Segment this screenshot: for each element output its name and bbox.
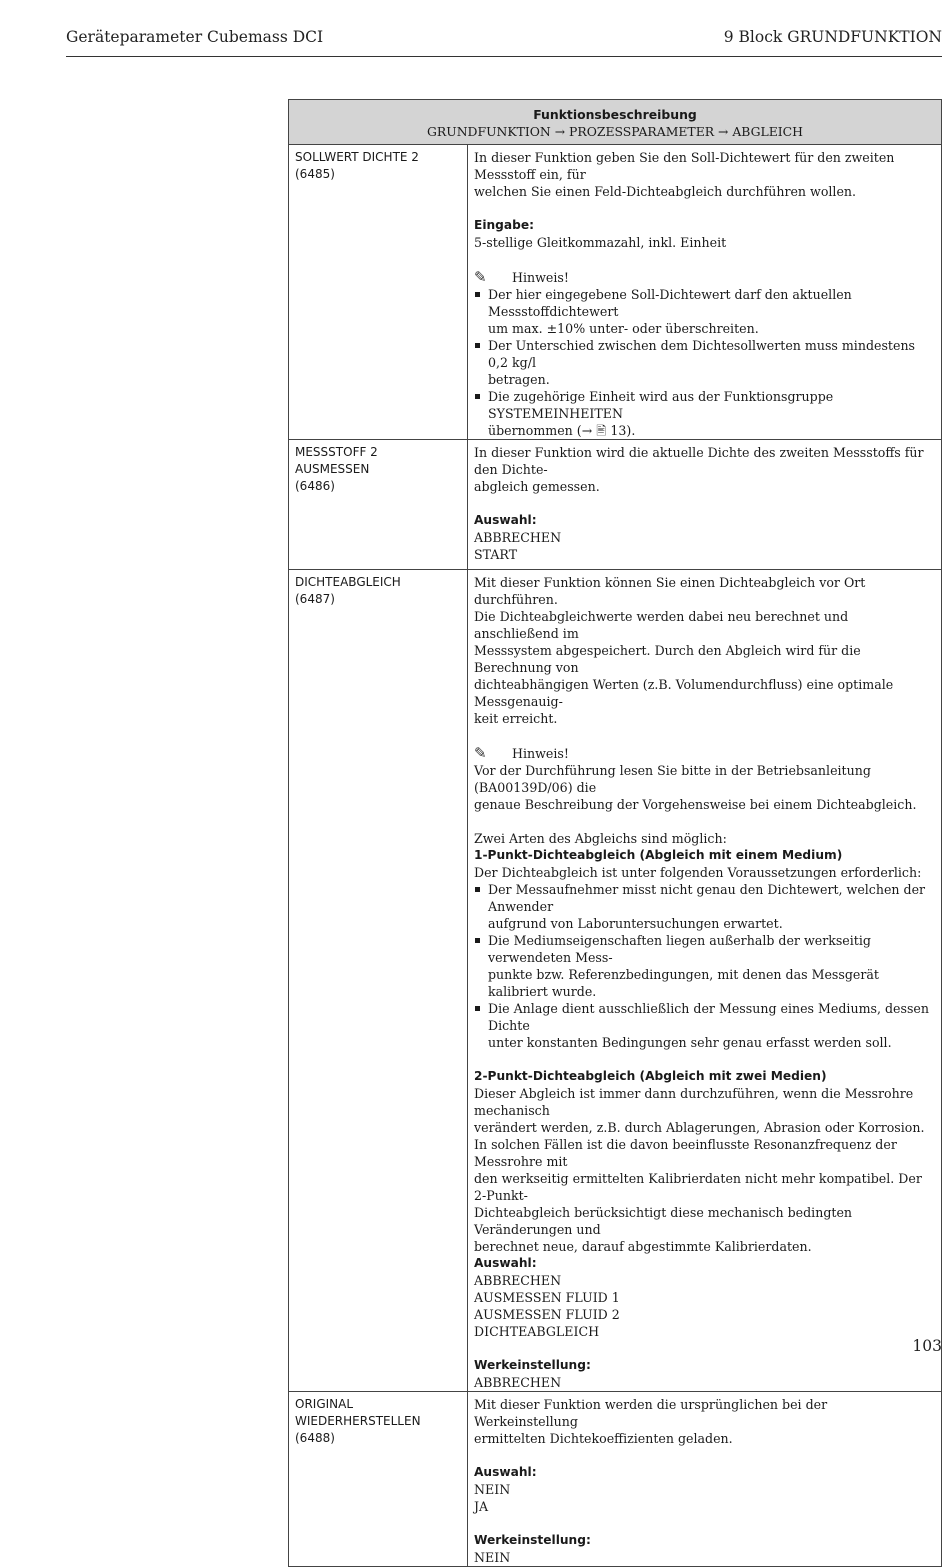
selection-label: Auswahl: [474,1465,537,1479]
function-description-cell [468,440,942,570]
header-chapter-title: 9 Block GRUNDFUNKTION [723,28,942,46]
selection-option: ABBRECHEN [474,530,562,545]
table-header-title: Funktionsbeschreibung [533,107,697,122]
description-line: Mit dieser Funktion werden die ursprünglichen bei der Werkeinstellung [474,1397,828,1429]
note-heading [474,744,935,762]
page-header [66,28,942,57]
pencil-icon: ✎ [474,267,487,286]
selection-option: NEIN [474,1482,511,1497]
list-item: Der Unterschied zwischen dem Dichtesollwerten muss mindestens 0,2 kg/l betragen. [474,337,935,388]
function-code: (6485) [295,167,335,181]
selection-option: ABBRECHEN [474,1273,562,1288]
table-header [289,100,942,145]
function-description-cell [468,145,942,440]
list-item: Die Anlage dient ausschließlich der Messung eines Mediums, dessen Dichte unter konstanten Bedingungen sehr genau erfasst werden soll. [474,1000,935,1051]
description-line: In dieser Funktion geben Sie den Soll-Dichtewert für den zweiten Messstoff ein, für [474,150,895,182]
table-header-row [289,100,942,145]
one-point-title: 1-Punkt-Dichteabgleich (Abgleich mit einem Medium) [474,848,843,862]
selection-label: Auswahl: [474,1256,537,1270]
list-item: Die zugehörige Einheit wird aus der Funktionsgruppe SYSTEMEINHEITEN übernommen (→ 🖹 13). [474,388,935,439]
note-heading [474,268,935,286]
list-item: Der Messaufnehmer misst nicht genau den Dichtewert, welchen der Anwender aufgrund von Laboruntersuchungen erwartet. [474,881,935,932]
two-point-text: Dichteabgleich berücksichtigt diese mechanisch bedingten Veränderungen und [474,1205,853,1237]
two-point-text: Dieser Abgleich ist immer dann durchzuführen, wenn die Messrohre mechanisch [474,1086,914,1118]
description-line: keit erreicht. [474,711,558,726]
table-row [289,440,942,570]
function-code: (6486) [295,479,335,493]
two-point-text: berechnet neue, darauf abgestimmte Kalibrierdaten. [474,1239,812,1254]
two-point-text: den werkseitig ermittelten Kalibrierdaten nicht mehr kompatibel. Der 2-Punkt- [474,1171,922,1203]
types-intro: Zwei Arten des Abgleichs sind möglich: [474,831,727,846]
default-value: ABBRECHEN [474,1375,562,1390]
header-document-title: Geräteparameter Cubemass DCI [66,28,324,46]
two-point-text: verändert werden, z.B. durch Ablagerungen, Abrasion oder Korrosion. [474,1120,925,1135]
function-name-cell [289,570,468,1392]
list-item: Der hier eingegebene Soll-Dichtewert darf den aktuellen Messstoffdichtewert um max. ±10% unter- oder überschreiten. [474,286,935,337]
description-line: In dieser Funktion wird die aktuelle Dichte des zweiten Messstoffs für den Dichte- [474,445,924,477]
function-code: (6488) [295,1431,335,1445]
note-label: Hinweis! [512,745,569,761]
description-line: Die Dichteabgleichwerte werden dabei neu berechnet und anschließend im [474,609,849,641]
selection-option: AUSMESSEN FLUID 1 [474,1290,620,1305]
function-description-cell [468,1392,942,1567]
two-point-title: 2-Punkt-Dichteabgleich (Abgleich mit zwei Medien) [474,1069,827,1083]
input-value: 5-stellige Gleitkommazahl, inkl. Einheit [474,235,727,250]
note-bullet-list [474,286,935,439]
note-text: genaue Beschreibung der Vorgehensweise bei einem Dichteabgleich. [474,797,917,812]
description-line: dichteabhängigen Werten (z.B. Volumendurchfluss) eine optimale Messgenauig- [474,677,894,709]
function-name: MESSSTOFF 2 [295,445,378,459]
function-name: WIEDERHERSTELLEN [295,1414,421,1428]
list-item: Die Mediumseigenschaften liegen außerhalb der werkseitig verwendeten Mess- punkte bzw. Referenzbedingungen, mit denen das Messgerät kalibriert wurde. [474,932,935,1000]
table-row [289,570,942,1392]
description-line: welchen Sie einen Feld-Dichteabgleich durchführen wollen. [474,184,857,199]
function-code: (6487) [295,592,335,606]
input-label: Eingabe: [474,218,534,232]
function-description-cell [468,570,942,1392]
default-label: Werkeinstellung: [474,1533,591,1547]
default-value: NEIN [474,1550,511,1565]
function-name: AUSMESSEN [295,462,370,476]
pencil-icon: ✎ [474,743,487,762]
function-name: DICHTEABGLEICH [295,575,401,589]
description-line: Mit dieser Funktion können Sie einen Dichteabgleich vor Ort durchführen. [474,575,866,607]
page-number: 103 [912,1337,942,1355]
one-point-intro: Der Dichteabgleich ist unter folgenden Voraussetzungen erforderlich: [474,865,922,880]
table-row [289,145,942,440]
selection-option: JA [474,1499,489,1514]
table-row [289,1392,942,1567]
function-name-cell [289,1392,468,1567]
one-point-bullet-list [474,881,935,1051]
description-line: ermittelten Dichtekoeffizienten geladen. [474,1431,733,1446]
selection-label: Auswahl: [474,513,537,527]
default-label: Werkeinstellung: [474,1358,591,1372]
description-line: Messsystem abgespeichert. Durch den Abgleich wird für die Berechnung von [474,643,861,675]
note-label: Hinweis! [512,269,569,285]
selection-option: DICHTEABGLEICH [474,1324,600,1339]
table-header-path: GRUNDFUNKTION → PROZESSPARAMETER → ABGLEICH [427,124,803,139]
selection-option: START [474,547,518,562]
description-line: abgleich gemessen. [474,479,600,494]
function-name: ORIGINAL [295,1397,354,1411]
function-table [288,99,942,1567]
function-name-cell [289,145,468,440]
function-name: SOLLWERT DICHTE 2 [295,150,419,164]
selection-option: AUSMESSEN FLUID 2 [474,1307,620,1322]
note-text: Vor der Durchführung lesen Sie bitte in der Betriebsanleitung (BA00139D/06) die [474,763,871,795]
two-point-text: In solchen Fällen ist die davon beeinflusste Resonanzfrequenz der Messrohre mit [474,1137,897,1169]
function-name-cell [289,440,468,570]
